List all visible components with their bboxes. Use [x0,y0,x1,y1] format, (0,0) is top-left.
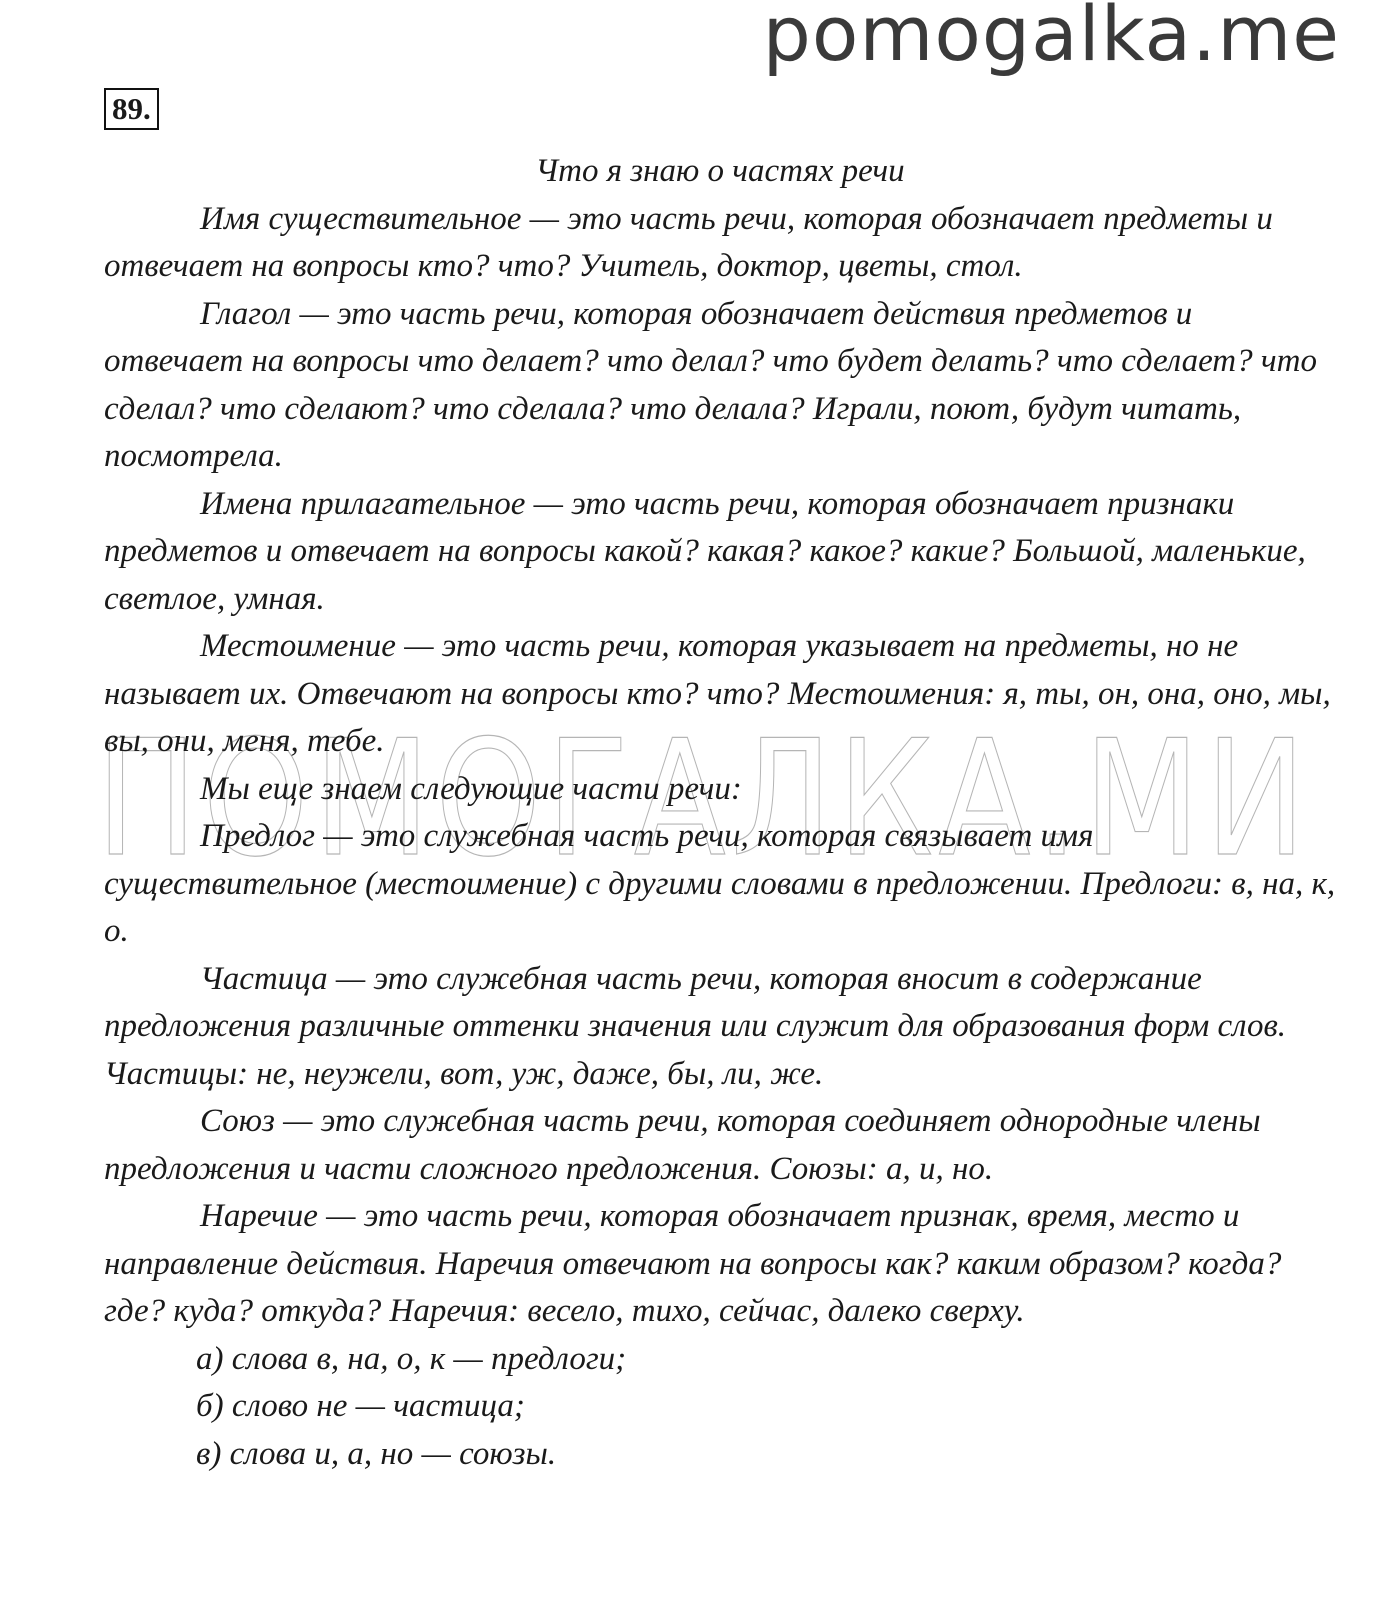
watermark-text: ПОМОГАЛКА.МИ [96,722,1311,872]
task-number: 89. [104,88,159,130]
paragraph-adverb: Наречие — это часть речи, которая обозначает признак, время, место и направление действия. Наречия отвечают на вопросы как? каким образом? когда? где? куда? откуда? Наречия: весело, тихо, сейчас, далеко сверху. [104,1198,1282,1329]
answer-b: б) слово не — частица; [196,1388,525,1424]
answer-a: а) слова в, на, о, к — предлоги; [196,1340,627,1377]
paragraph-noun: Имя существительное — это часть речи, которая обозначает предметы и отвечает на вопросы кто? что? Учитель, доктор, цветы, стол. [104,200,1273,284]
answer-c: в) слова и, а, но — союзы. [196,1435,557,1472]
paragraph-adjective: Имена прилагательное — это часть речи, которая обозначает признаки предметов и отвечает на вопросы какой? какая? какое? какие? Большой, маленькие, светлое, умная. [104,485,1306,617]
paragraph-verb: Глагол — это часть речи, которая обозначает действия предметов и отвечает на вопросы что делает? что делал? что будет делать? что сделает? что сделал? что сделают? что сделала? что делала? Играли, поют, будут читать, посмотрела. [104,295,1317,474]
paragraph-intro-service-parts: Мы еще знаем следующие части речи: [200,770,742,807]
paragraph-pronoun: Местоимение — это часть речи, которая указывает на предметы, но не называет их. Отвечают на вопросы кто? что? Местоимения: я, ты, он, она, оно, мы, вы, они, меня, тебе. [104,628,1331,759]
document-title: Что я знаю о частях речи [535,153,905,189]
paragraph-preposition: Предлог — это служебная часть речи, которая связывает имя существительное (местоимение) с другими словами в предложении. Предлоги: в, на, к, о. [104,818,1336,949]
document-body [104,148,1336,1478]
paragraph-particle: Частица — это служебная часть речи, которая вносит в содержание предложения различные оттенки значения или служит для образования форм слов. Частицы: не, неужели, вот, уж, даже, бы, ли, же. [104,960,1287,1092]
site-name: pomogalka.me [762,0,1340,78]
paragraph-conjunction: Союз — это служебная часть речи, которая соединяет однородные члены предложения и части сложного предложения. Союзы: а, и, но. [104,1103,1261,1187]
